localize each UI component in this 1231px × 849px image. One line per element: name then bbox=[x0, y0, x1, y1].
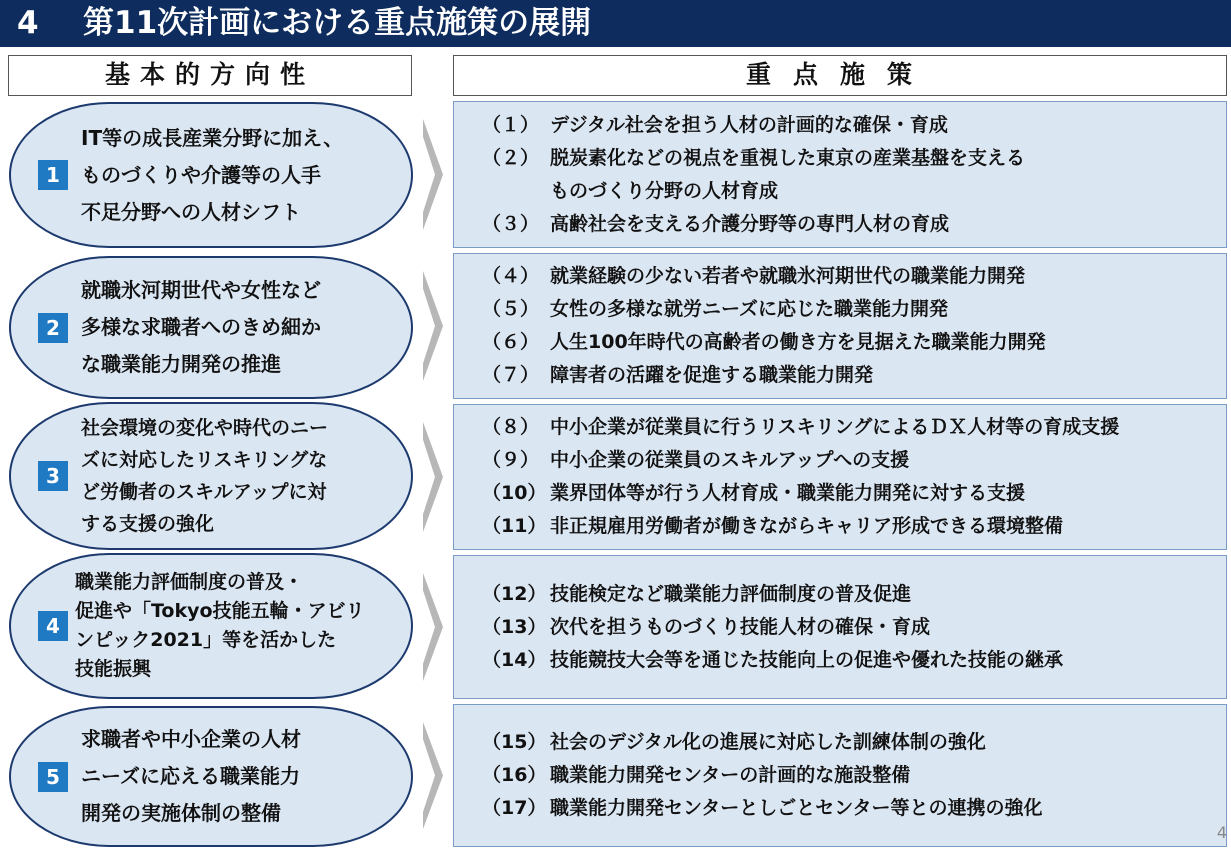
direction-number-badge: 3 bbox=[38, 461, 68, 491]
measure-item bbox=[482, 293, 1226, 326]
measure-number: （15） bbox=[482, 731, 547, 753]
direction-3 bbox=[9, 402, 413, 550]
measures-panel-1 bbox=[453, 101, 1227, 248]
measure-item bbox=[482, 260, 1226, 293]
direction-text bbox=[81, 104, 405, 246]
measure-number: （２） bbox=[482, 146, 540, 169]
direction-text-line: 不足分野への人材シフト bbox=[81, 199, 301, 224]
direction-text-line: 職業能力評価制度の普及・ bbox=[75, 571, 304, 593]
measure-item bbox=[482, 611, 1226, 644]
measure-number: （７） bbox=[482, 364, 540, 386]
chevron-right-icon bbox=[423, 722, 443, 829]
measure-text: 女性の多様な就労ニーズに応じた職業能力開発 bbox=[550, 298, 949, 320]
measure-item bbox=[482, 142, 1226, 175]
measure-item bbox=[482, 644, 1226, 677]
direction-text-line: ニーズに応える職業能力 bbox=[81, 764, 300, 788]
measure-item bbox=[482, 359, 1226, 392]
measures-panel-3 bbox=[453, 404, 1227, 550]
measure-number: （14） bbox=[482, 648, 547, 671]
measure-text: 高齢社会を支える介護分野等の専門人材の育成 bbox=[550, 212, 950, 235]
direction-1 bbox=[9, 102, 413, 248]
direction-text-line: 求職者や中小企業の人材 bbox=[81, 727, 301, 751]
column-header-basic-direction: 基本的方向性 bbox=[8, 55, 412, 96]
measure-item bbox=[482, 792, 1226, 825]
direction-text-line: する支援の強化 bbox=[81, 513, 215, 535]
measure-item bbox=[482, 411, 1226, 444]
section-number: 4 bbox=[17, 5, 39, 41]
chevron-right-icon bbox=[423, 573, 443, 681]
measure-text: 技能競技大会等を通じた技能向上の促進や優れた技能の継承 bbox=[550, 648, 1064, 671]
measure-number: （８） bbox=[482, 416, 540, 438]
chevron-right-icon bbox=[423, 422, 443, 532]
measure-text: 職業能力開発センターとしごとセンター等との連携の強化 bbox=[550, 797, 1043, 819]
direction-number-badge: 1 bbox=[38, 160, 68, 190]
measure-item bbox=[482, 477, 1226, 510]
measure-number: （16） bbox=[482, 764, 547, 786]
measure-text: 中小企業が従業員に行うリスキリングによるＤＸ人材等の育成支援 bbox=[550, 416, 1120, 438]
direction-text-line: ズに対応したリスキリングな bbox=[81, 449, 328, 471]
chevron-right-icon bbox=[423, 119, 443, 230]
measures-panel-5 bbox=[453, 704, 1227, 847]
measure-item bbox=[482, 578, 1226, 611]
measure-number: （10） bbox=[482, 482, 547, 504]
measure-item bbox=[482, 109, 1226, 142]
measures-panel-4 bbox=[453, 555, 1227, 699]
direction-text-line: 就職氷河期世代や女性など bbox=[81, 278, 321, 302]
measure-text: デジタル社会を担う人材の計画的な確保・育成 bbox=[550, 113, 948, 136]
direction-text-line: 多様な求職者へのきめ細か bbox=[81, 315, 321, 339]
direction-text bbox=[81, 404, 405, 548]
page-title-bar bbox=[0, 0, 1231, 47]
direction-text-line: な職業能力開発の推進 bbox=[81, 352, 281, 376]
measure-item bbox=[482, 208, 1226, 241]
page-number: 4 bbox=[1216, 823, 1227, 842]
measure-number: （３） bbox=[482, 212, 540, 235]
measure-number: （９） bbox=[482, 449, 540, 471]
direction-number-badge: 5 bbox=[38, 762, 68, 792]
direction-text bbox=[81, 258, 405, 397]
direction-text-line: ど労働者のスキルアップに対 bbox=[81, 481, 327, 503]
direction-text bbox=[75, 555, 405, 697]
direction-number-badge: 2 bbox=[38, 313, 68, 343]
measure-item bbox=[482, 175, 1226, 208]
page-title: 第11次計画における重点施策の展開 bbox=[83, 5, 592, 41]
direction-text-line: 技能振興 bbox=[75, 658, 152, 680]
measure-item bbox=[482, 759, 1226, 792]
direction-text-line: 開発の実施体制の整備 bbox=[81, 801, 281, 825]
direction-text-line: IT等の成長産業分野に加え、 bbox=[81, 125, 344, 150]
direction-4 bbox=[9, 553, 413, 699]
direction-number-badge: 4 bbox=[38, 611, 68, 641]
measure-item bbox=[482, 326, 1226, 359]
column-header-key-measures: 重点施策 bbox=[453, 55, 1227, 96]
direction-text-line: ンピック2021」等を活かした bbox=[75, 629, 337, 651]
measure-text: 技能検定など職業能力評価制度の普及促進 bbox=[550, 582, 912, 605]
measure-text: 障害者の活躍を促進する職業能力開発 bbox=[550, 364, 874, 386]
measure-number: （６） bbox=[482, 331, 540, 353]
measure-text: 人生100年時代の高齢者の働き方を見据えた職業能力開発 bbox=[550, 331, 1046, 353]
measure-number: （17） bbox=[482, 797, 547, 819]
measure-number: （11） bbox=[482, 515, 547, 537]
direction-text bbox=[81, 708, 405, 845]
measure-text: 業界団体等が行う人材育成・職業能力開発に対する支援 bbox=[550, 482, 1026, 504]
measure-text: 職業能力開発センターの計画的な施設整備 bbox=[550, 764, 911, 786]
direction-text-line: ものづくりや介護等の人手 bbox=[81, 162, 321, 187]
measure-text: 次代を担うものづくり技能人材の確保・育成 bbox=[550, 615, 931, 638]
measure-item bbox=[482, 444, 1226, 477]
measure-item bbox=[482, 726, 1226, 759]
measures-panel-2 bbox=[453, 253, 1227, 399]
measure-item bbox=[482, 510, 1226, 543]
measure-number: （13） bbox=[482, 615, 547, 638]
measure-number: （４） bbox=[482, 265, 540, 287]
measure-text: ものづくり分野の人材育成 bbox=[550, 179, 779, 202]
measure-text: 非正規雇用労働者が働きながらキャリア形成できる環境整備 bbox=[550, 515, 1064, 537]
measure-text: 中小企業の従業員のスキルアップへの支援 bbox=[550, 449, 910, 471]
measure-number: （１） bbox=[482, 113, 540, 136]
measure-text: 脱炭素化などの視点を重視した東京の産業基盤を支える bbox=[550, 146, 1026, 169]
direction-text-line: 社会環境の変化や時代のニー bbox=[81, 417, 329, 439]
direction-2 bbox=[9, 256, 413, 399]
measure-number: （５） bbox=[482, 298, 540, 320]
measure-text: 就業経験の少ない若者や就職氷河期世代の職業能力開発 bbox=[550, 265, 1026, 287]
direction-text-line: 促進や「Tokyo技能五輪・アビリ bbox=[75, 600, 365, 622]
measure-number: （12） bbox=[482, 582, 547, 605]
measure-text: 社会のデジタル化の進展に対応した訓練体制の強化 bbox=[550, 731, 986, 753]
direction-5 bbox=[9, 706, 413, 847]
chevron-right-icon bbox=[423, 271, 443, 381]
